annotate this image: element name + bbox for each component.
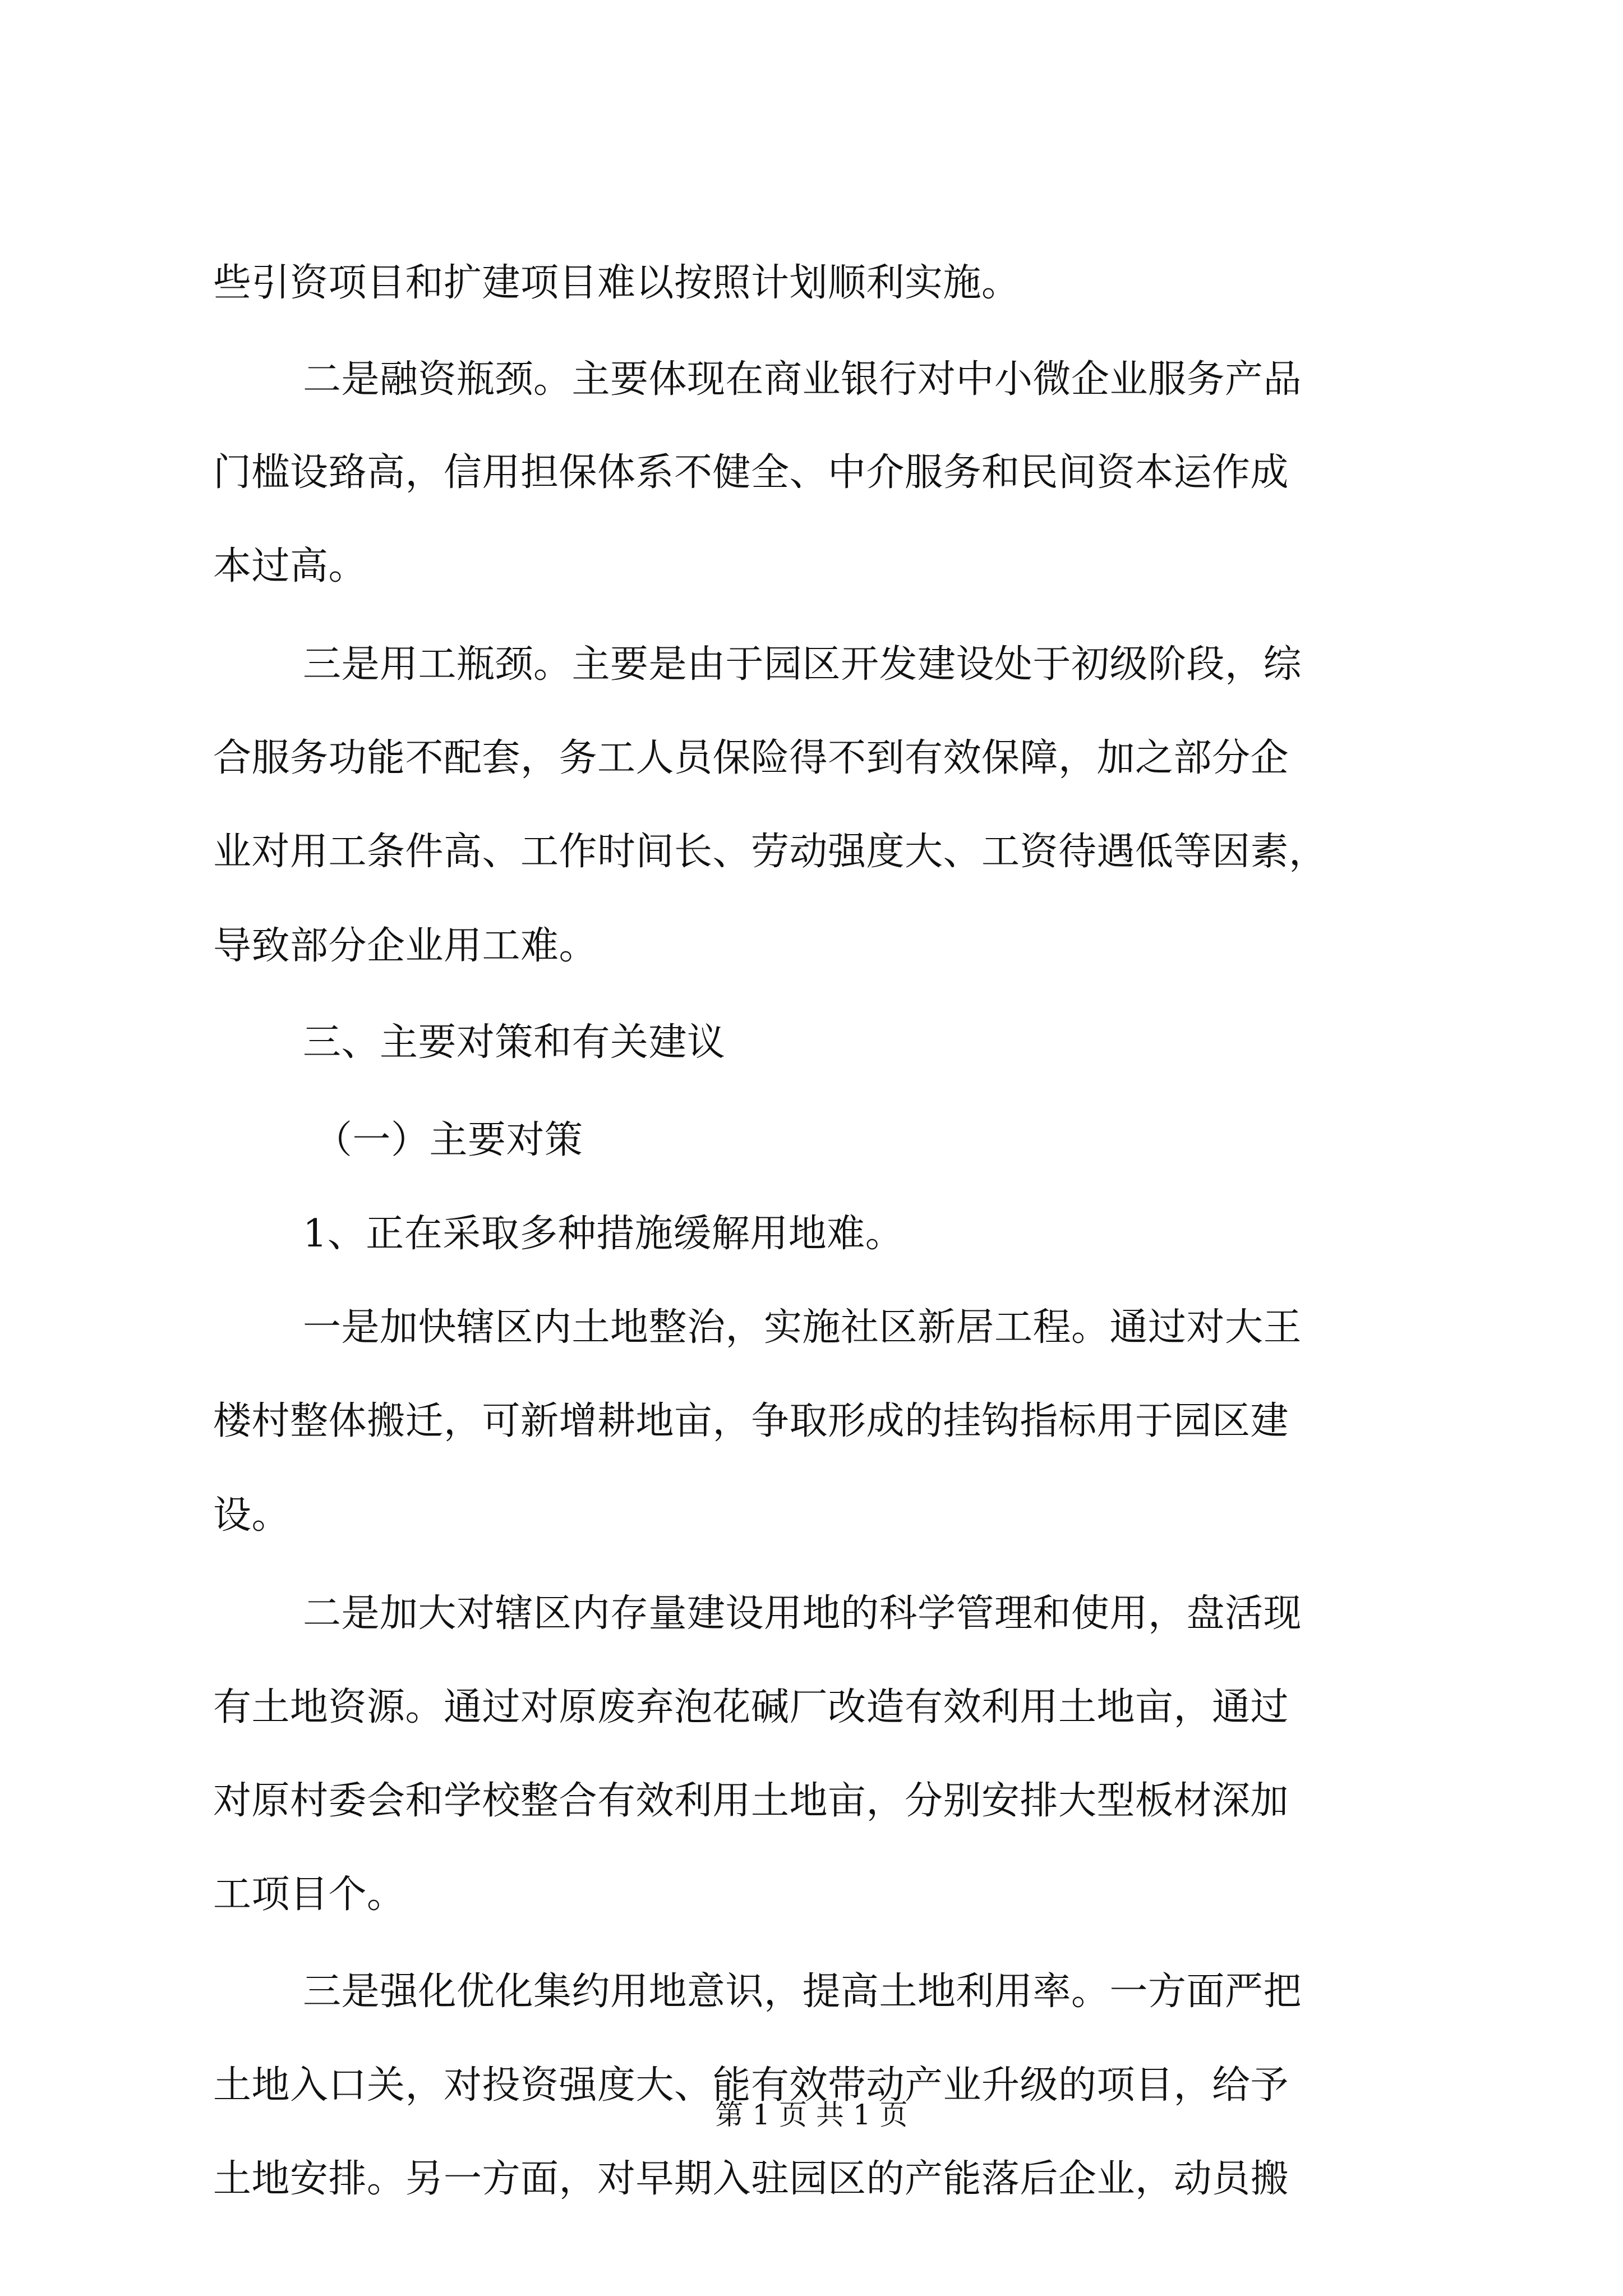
text-line: 三是用工瓶颈。主要是由于园区开发建设处于初级阶段，综: [303, 642, 1302, 687]
text-line: 土地入口关，对投资强度大、能有效带动产业升级的项目，给予: [213, 2063, 1289, 2108]
text-line: 对原村委会和学校整合有效利用土地亩，分别安排大型板材深加: [213, 1779, 1289, 1823]
text-line: 门槛设臵高，信用担保体系不健全、中介服务和民间资本运作成: [213, 450, 1289, 495]
text-line: 楼村整体搬迁，可新增耕地亩，争取形成的挂钩指标用于园区建: [213, 1399, 1289, 1443]
text-line: 二是加大对辖区内存量建设用地的科学管理和使用，盘活现: [303, 1591, 1302, 1636]
text-line: 土地安排。另一方面，对早期入驻园区的产能落后企业，动员搬: [213, 2157, 1289, 2201]
text-line: 设。: [213, 1493, 291, 1538]
section-heading: 三、主要对策和有关建议: [303, 1020, 726, 1065]
text-line: 本过高。: [213, 544, 367, 588]
text-line: 三是强化优化集约用地意识，提高土地利用率。一方面严把: [303, 1970, 1302, 2014]
numbered-item: 1、正在采取多种措施缓解用地难。: [303, 1212, 904, 1256]
text-line: 导致部分企业用工难。: [213, 924, 598, 968]
text-line: 有土地资源。通过对原废弃泡花碱厂改造有效利用土地亩，通过: [213, 1685, 1289, 1729]
text-line: 工项目个。: [213, 1872, 405, 1917]
text-line: 些引资项目和扩建项目难以按照计划顺利实施。: [213, 261, 1020, 305]
text-line: 合服务功能不配套，务工人员保险得不到有效保障，加之部分企: [213, 736, 1289, 780]
subsection-heading: （一）主要对策: [314, 1118, 583, 1162]
text-line: 业对用工条件高、工作时间长、劳动强度大、工资待遇低等因素，: [213, 830, 1327, 874]
text-line: 二是融资瓶颈。主要体现在商业银行对中小微企业服务产品: [303, 357, 1302, 402]
page-number-footer: 第 1 页 共 1 页: [715, 2099, 908, 2131]
text-line: 一是加快辖区内土地整治，实施社区新居工程。通过对大王: [303, 1305, 1302, 1350]
